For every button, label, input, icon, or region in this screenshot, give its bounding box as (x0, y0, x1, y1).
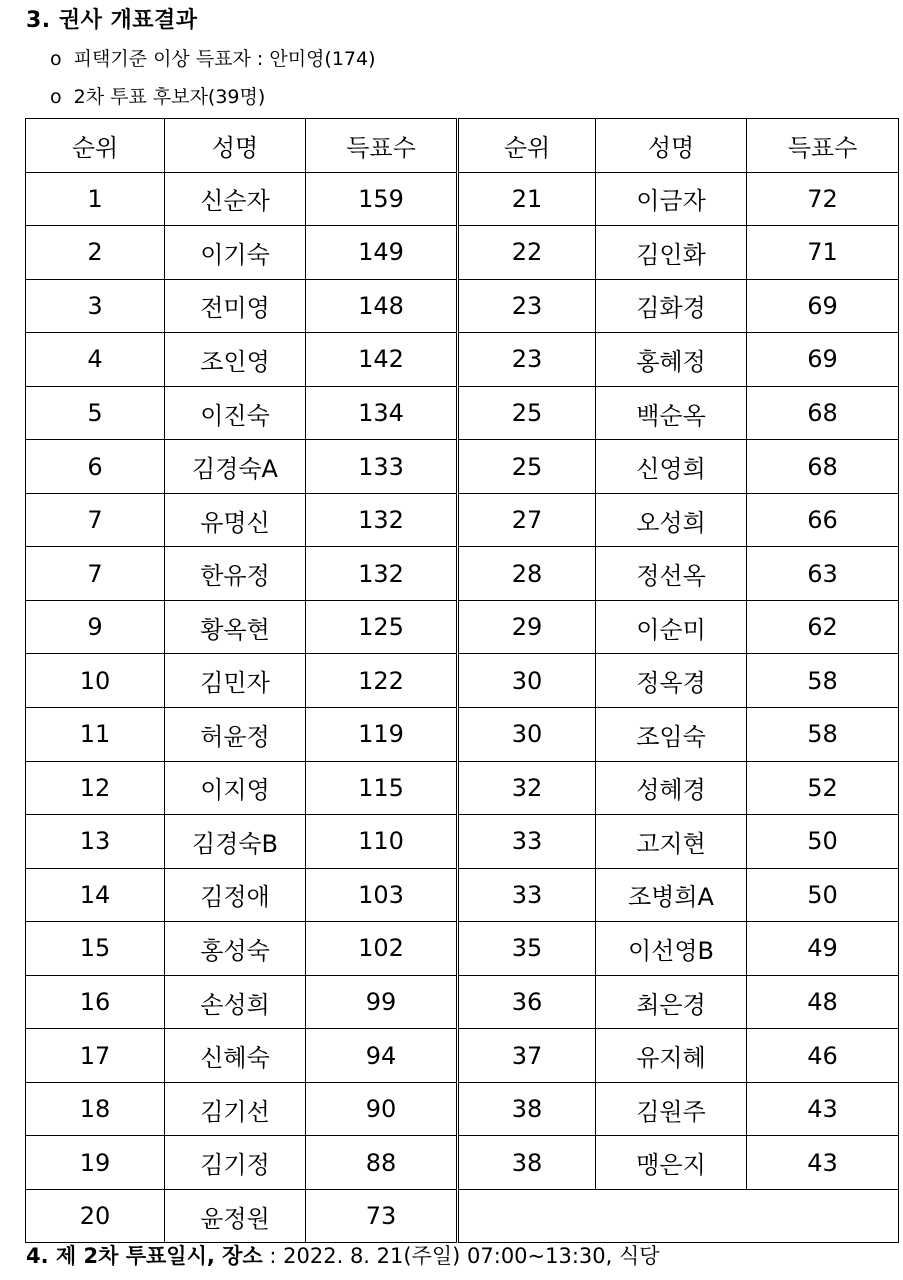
name-cell: 신혜숙 (165, 1029, 306, 1083)
table-row (26, 386, 457, 440)
votes-cell: 50 (747, 868, 899, 922)
rank-cell: 25 (459, 440, 596, 494)
empty-cell (596, 1189, 747, 1243)
table-row (459, 440, 899, 494)
table-row (459, 172, 899, 226)
name-cell: 신순자 (165, 172, 306, 226)
table-row (26, 1029, 457, 1083)
table-row (459, 975, 899, 1029)
name-cell: 이진숙 (165, 386, 306, 440)
rank-cell: 22 (459, 226, 596, 280)
name-cell: 허윤정 (165, 708, 306, 762)
name-cell: 김경숙A (165, 440, 306, 494)
name-cell: 신영희 (596, 440, 747, 494)
votes-cell: 134 (306, 386, 457, 440)
name-cell: 유지혜 (596, 1029, 747, 1083)
rank-cell: 14 (26, 868, 165, 922)
votes-cell: 68 (747, 386, 899, 440)
rank-cell: 33 (459, 815, 596, 869)
rank-cell: 25 (459, 386, 596, 440)
bullet-text: 2차 투표 후보자(39명) (73, 86, 266, 108)
votes-cell: 49 (747, 922, 899, 976)
rank-cell: 20 (26, 1189, 165, 1243)
rank-cell: 35 (459, 922, 596, 976)
name-cell: 백순옥 (596, 386, 747, 440)
votes-cell: 132 (306, 493, 457, 547)
votes-cell: 66 (747, 493, 899, 547)
votes-cell: 68 (747, 440, 899, 494)
section-heading: 3. 권사 개표결과 (26, 8, 198, 33)
table-row (26, 226, 457, 280)
table-row (26, 1082, 457, 1136)
rank-cell: 3 (26, 279, 165, 333)
name-cell: 이기숙 (165, 226, 306, 280)
vote-results-table (25, 118, 898, 1233)
table-row (26, 493, 457, 547)
name-cell: 윤정원 (165, 1189, 306, 1243)
bullet-item-elected (50, 44, 376, 71)
rank-cell: 23 (459, 333, 596, 387)
rank-cell: 18 (26, 1082, 165, 1136)
rank-cell: 15 (26, 922, 165, 976)
table-row (459, 600, 899, 654)
rank-cell: 19 (26, 1136, 165, 1190)
rank-cell: 1 (26, 172, 165, 226)
results-table-left (25, 118, 457, 1243)
name-cell: 한유정 (165, 547, 306, 601)
second-vote-label: 4. 제 2차 투표일시, 장소 (26, 1244, 263, 1268)
table-row (26, 922, 457, 976)
name-cell: 이순미 (596, 600, 747, 654)
table-row (26, 1136, 457, 1190)
votes-cell: 88 (306, 1136, 457, 1190)
name-cell: 김원주 (596, 1082, 747, 1136)
table-row (459, 1029, 899, 1083)
name-cell: 유명신 (165, 493, 306, 547)
table-row (459, 226, 899, 280)
rank-cell: 29 (459, 600, 596, 654)
rank-cell: 6 (26, 440, 165, 494)
votes-cell: 50 (747, 815, 899, 869)
name-cell: 고지현 (596, 815, 747, 869)
table-row (459, 654, 899, 708)
name-cell: 오성희 (596, 493, 747, 547)
empty-cell (747, 1189, 899, 1243)
second-vote-separator: : (262, 1244, 284, 1268)
rank-cell: 7 (26, 493, 165, 547)
votes-cell: 43 (747, 1136, 899, 1190)
table-row (26, 868, 457, 922)
votes-cell: 122 (306, 654, 457, 708)
results-table-right (458, 118, 899, 1243)
name-cell: 조인영 (165, 333, 306, 387)
votes-cell: 71 (747, 226, 899, 280)
table-row (459, 1082, 899, 1136)
header-rank: 순위 (26, 119, 165, 173)
rank-cell: 36 (459, 975, 596, 1029)
rank-cell: 38 (459, 1136, 596, 1190)
name-cell: 조임숙 (596, 708, 747, 762)
table-row (459, 279, 899, 333)
votes-cell: 69 (747, 279, 899, 333)
empty-cell (459, 1189, 596, 1243)
table-row (26, 333, 457, 387)
name-cell: 김경숙B (165, 815, 306, 869)
table-row (26, 172, 457, 226)
rank-cell: 11 (26, 708, 165, 762)
header-votes: 득표수 (306, 119, 457, 173)
rank-cell: 30 (459, 708, 596, 762)
rank-cell: 32 (459, 761, 596, 815)
table-row (26, 600, 457, 654)
table-row (459, 761, 899, 815)
rank-cell: 16 (26, 975, 165, 1029)
name-cell: 황옥현 (165, 600, 306, 654)
votes-cell: 133 (306, 440, 457, 494)
header-votes: 득표수 (747, 119, 899, 173)
name-cell: 김기정 (165, 1136, 306, 1190)
table-row (26, 440, 457, 494)
votes-cell: 46 (747, 1029, 899, 1083)
votes-cell: 69 (747, 333, 899, 387)
name-cell: 김화경 (596, 279, 747, 333)
votes-cell: 63 (747, 547, 899, 601)
rank-cell: 7 (26, 547, 165, 601)
rank-cell: 13 (26, 815, 165, 869)
votes-cell: 62 (747, 600, 899, 654)
name-cell: 김기선 (165, 1082, 306, 1136)
name-cell: 이선영B (596, 922, 747, 976)
votes-cell: 52 (747, 761, 899, 815)
votes-cell: 58 (747, 708, 899, 762)
name-cell: 성혜경 (596, 761, 747, 815)
votes-cell: 103 (306, 868, 457, 922)
votes-cell: 43 (747, 1082, 899, 1136)
table-row (459, 386, 899, 440)
votes-cell: 99 (306, 975, 457, 1029)
votes-cell: 94 (306, 1029, 457, 1083)
table-row (26, 708, 457, 762)
table-row (459, 708, 899, 762)
table-row (459, 1136, 899, 1190)
table-row (26, 279, 457, 333)
rank-cell: 27 (459, 493, 596, 547)
rank-cell: 28 (459, 547, 596, 601)
votes-cell: 125 (306, 600, 457, 654)
name-cell: 김정애 (165, 868, 306, 922)
name-cell: 김민자 (165, 654, 306, 708)
rank-cell: 21 (459, 172, 596, 226)
bullet-item-candidates (50, 82, 265, 109)
votes-cell: 102 (306, 922, 457, 976)
name-cell: 최은경 (596, 975, 747, 1029)
votes-cell: 90 (306, 1082, 457, 1136)
table-row (459, 493, 899, 547)
rank-cell: 10 (26, 654, 165, 708)
table-row (26, 547, 457, 601)
name-cell: 맹은지 (596, 1136, 747, 1190)
votes-cell: 58 (747, 654, 899, 708)
bullet-mark: o (50, 48, 62, 70)
name-cell: 손성희 (165, 975, 306, 1029)
table-row (26, 654, 457, 708)
rank-cell: 12 (26, 761, 165, 815)
votes-cell: 119 (306, 708, 457, 762)
table-row (26, 815, 457, 869)
votes-cell: 110 (306, 815, 457, 869)
votes-cell: 142 (306, 333, 457, 387)
name-cell: 이금자 (596, 172, 747, 226)
bullet-mark: o (50, 86, 62, 108)
name-cell: 정선옥 (596, 547, 747, 601)
table-row (26, 975, 457, 1029)
rank-cell: 17 (26, 1029, 165, 1083)
rank-cell: 23 (459, 279, 596, 333)
rank-cell: 37 (459, 1029, 596, 1083)
name-cell: 이지영 (165, 761, 306, 815)
empty-row (459, 1189, 899, 1243)
votes-cell: 48 (747, 975, 899, 1029)
name-cell: 김인화 (596, 226, 747, 280)
rank-cell: 5 (26, 386, 165, 440)
table-row (459, 922, 899, 976)
rank-cell: 9 (26, 600, 165, 654)
second-vote-info (26, 1240, 660, 1270)
votes-cell: 159 (306, 172, 457, 226)
second-vote-schedule: 2022. 8. 21(주일) 07:00~13:30, 식당 (283, 1244, 660, 1268)
name-cell: 홍성숙 (165, 922, 306, 976)
name-cell: 전미영 (165, 279, 306, 333)
table-header-row (26, 119, 457, 173)
votes-cell: 132 (306, 547, 457, 601)
table-row (459, 333, 899, 387)
votes-cell: 73 (306, 1189, 457, 1243)
table-row (459, 868, 899, 922)
votes-cell: 148 (306, 279, 457, 333)
name-cell: 정옥경 (596, 654, 747, 708)
header-name: 성명 (596, 119, 747, 173)
bullet-text: 피택기준 이상 득표자 : 안미영(174) (73, 48, 376, 70)
header-rank: 순위 (459, 119, 596, 173)
header-name: 성명 (165, 119, 306, 173)
table-row (26, 761, 457, 815)
table-row (26, 1189, 457, 1243)
rank-cell: 30 (459, 654, 596, 708)
table-row (459, 815, 899, 869)
table-row (459, 547, 899, 601)
votes-cell: 72 (747, 172, 899, 226)
name-cell: 홍혜정 (596, 333, 747, 387)
rank-cell: 4 (26, 333, 165, 387)
name-cell: 조병희A (596, 868, 747, 922)
table-header-row (459, 119, 899, 173)
votes-cell: 149 (306, 226, 457, 280)
rank-cell: 38 (459, 1082, 596, 1136)
rank-cell: 33 (459, 868, 596, 922)
rank-cell: 2 (26, 226, 165, 280)
votes-cell: 115 (306, 761, 457, 815)
